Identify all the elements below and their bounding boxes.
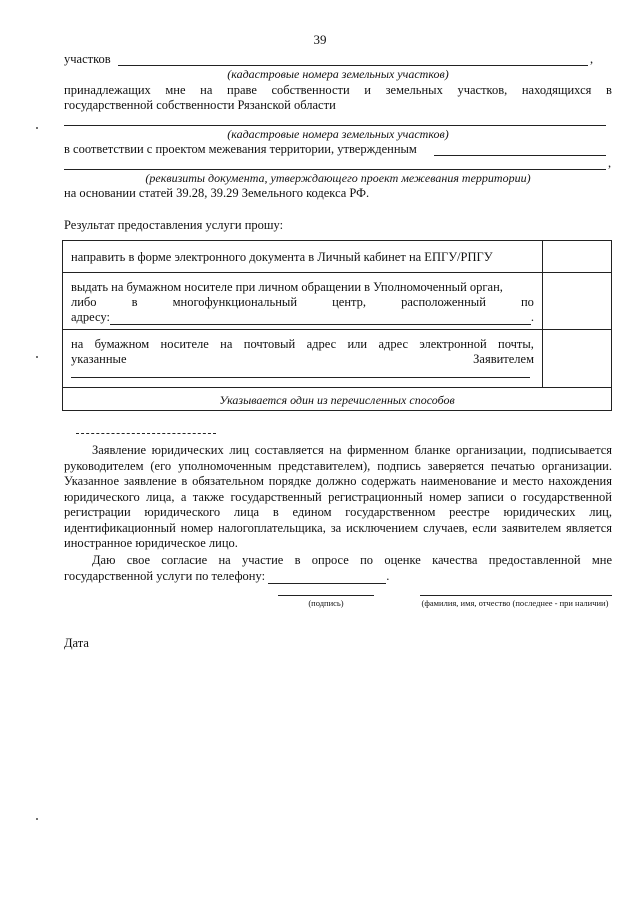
option-postal-address-field[interactable] [71,367,530,378]
option-address-field[interactable] [110,312,531,325]
footnote-text: Заявление юридических лиц составляется на фирменном бланке организации, подписывается руководителем (его уполномоченным представителем), подпись заверяется печатью организации. Указанное заявление в обязательном порядке должно содержать наименование и место нахождения юридического лица, а также государственный регистрационный номер записи о государственной регистрации юридического лица в едином государственном реестре юридических лиц, идентификационный номер налогоплательщика, за исключением случаев, если заявителем является иностранное юридическое лицо. [64,443,612,550]
option-paper-personal-checkbox[interactable] [543,273,612,330]
date-label: Дата [64,636,89,650]
option-row-postal [63,330,612,388]
cadastral-caption-2: (кадастровые номера земельных участков) [227,127,449,141]
signature-line[interactable] [278,595,374,596]
option-paper-personal-line-1: выдать на бумажном носителе при личном обращении в Уполномоченный орган, [71,280,503,294]
option-paper-personal-line-2: либо в многофункциональный центр, расположенный по [71,295,534,309]
page-number: 39 [313,32,327,47]
option-row-paper-personal [63,273,612,330]
result-heading: Результат предоставления услуги прошу: [64,218,284,232]
option-text-cell [63,241,543,273]
scan-mark [36,818,38,820]
document-details-caption: (реквизиты документа, утверждающего проект межевания территории) [145,171,531,185]
option-postal-line-1: на бумажном носителе на почтовый адрес или адрес электронной почты, [71,337,534,351]
footnote-separator [76,433,216,434]
cadastral-caption-1: (кадастровые номера земельных участков) [227,67,449,81]
plots-comma: , [590,52,594,66]
option-row-electronic [63,241,612,273]
full-name-caption: (фамилия, имя, отчество (последнее - при наличии) [421,598,609,608]
document-details-field[interactable] [64,156,606,170]
scan-mark [36,356,38,358]
phone-field[interactable] [268,572,386,584]
option-electronic-text: направить в форме электронного документа в Личный кабинет на ЕПГУ/РПГУ [71,250,493,264]
option-note-row [63,388,612,411]
option-postal-checkbox[interactable] [543,330,612,388]
ownership-text-line-2: государственной собственности Рязанской области [64,98,336,112]
ownership-text-line-1: принадлежащих мне на праве собственности и земельных участков, находящихся в [64,83,612,97]
state-cadastral-field[interactable] [64,112,606,126]
option-postal-line-2: указанные Заявителем [71,352,534,366]
option-text-cell [63,330,543,388]
plots-cadastral-field[interactable] [118,52,588,66]
document-details-comma: , [608,156,612,170]
survey-project-field[interactable] [434,142,606,156]
full-name-line[interactable] [420,595,612,596]
consent-text: Даю свое согласие на участие в опросе по оценке качества предоставленной мне государственной услуги по телефону: . [64,553,612,583]
scan-mark [36,127,38,129]
option-electronic-checkbox[interactable] [543,241,612,273]
legal-basis-text: на основании статей 39.28, 39.29 Земельного кодекса РФ. [64,186,370,200]
survey-project-label: в соответствии с проектом межевания территории, утвержденным [64,142,417,156]
option-text-cell [63,273,543,330]
option-note-text: Указывается один из перечисленных способов [219,393,455,407]
signature-caption: (подпись) [308,598,344,608]
result-options-table [62,240,612,411]
option-note-cell [63,388,612,411]
option-paper-personal-line-3: адресу: . [71,310,534,324]
plots-label: участков [64,52,111,66]
